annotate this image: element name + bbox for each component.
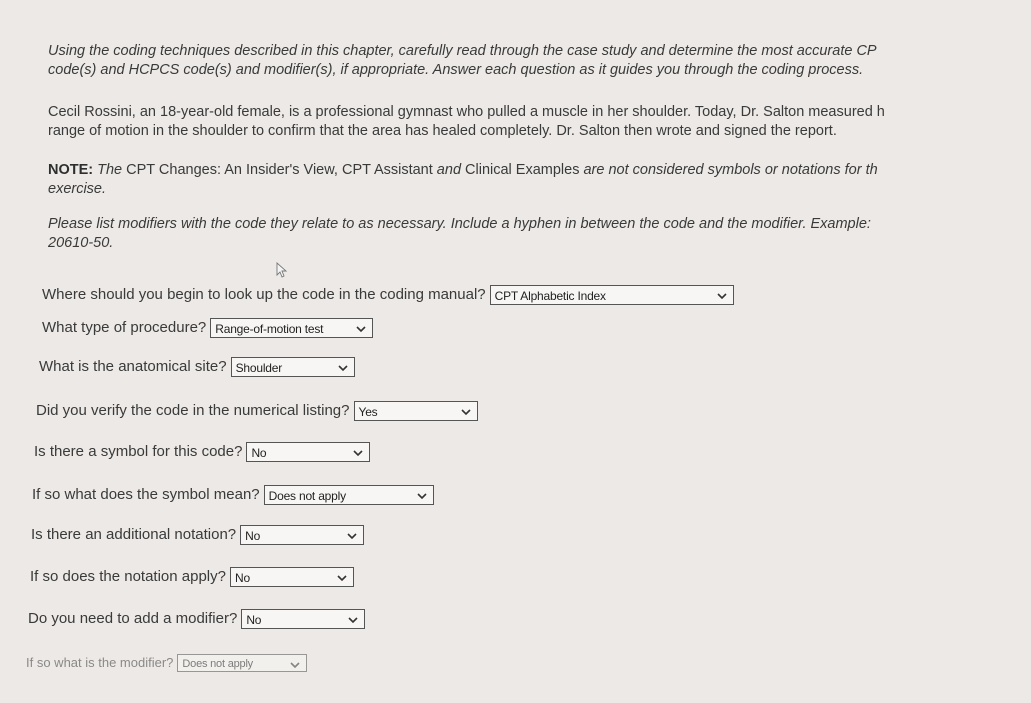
chevron-down-icon [290,655,302,675]
mouse-pointer-icon [276,262,288,278]
question-row [34,441,370,463]
chevron-down-icon [717,286,729,306]
question-label: If so does the notation apply? [30,568,226,585]
answer-select[interactable] [490,285,734,305]
chevron-down-icon [353,443,365,463]
question-row [28,608,365,630]
answer-select[interactable] [230,567,354,587]
note-text-3: and [432,162,466,178]
select-value: Yes [358,405,378,419]
question-label: What type of procedure? [42,319,207,336]
case-line-1: Cecil Rossini, an 18-year-old female, is a professional gymnast who pulled a muscle in her shoulder. Today, Dr. Salton measured h [48,104,885,120]
question-row [42,284,734,306]
select-value: No [234,571,250,585]
select-value: No [245,529,261,543]
question-label: What is the anatomical site? [39,358,227,375]
question-label: Is there an additional notation? [31,526,237,543]
question-row [39,356,355,378]
case-line-2: range of motion in the shoulder to confirm that the area has healed completely. Dr. Salton then wrote and signed the report. [48,123,837,139]
note-line-2: exercise. [48,181,107,197]
intro-line-1: Using the coding techniques described in this chapter, carefully read through the case study and determine the most accurate CP [48,43,877,59]
question-label: Do you need to add a modifier? [28,610,238,627]
note-text-2: CPT Changes: An Insider's View, CPT Assistant [126,162,433,178]
question-label: If so what is the modifier? [26,655,174,670]
question-label: Is there a symbol for this code? [34,443,243,460]
answer-select[interactable] [354,401,478,421]
question-row [26,652,307,674]
select-value: CPT Alphabetic Index [494,289,606,303]
question-row [30,566,354,588]
chevron-down-icon [347,526,359,546]
chevron-down-icon [461,402,473,422]
question-row [31,524,364,546]
note-label: NOTE: [48,162,94,178]
intro-line-2: code(s) and HCPCS code(s) and modifier(s), if appropriate. Answer each question as it guides you through the coding process. [48,62,864,78]
select-value: Shoulder [235,361,283,375]
select-value: No [251,446,267,460]
question-label: If so what does the symbol mean? [32,486,260,503]
select-value: No [246,613,262,627]
answer-select[interactable] [177,654,307,672]
answer-select[interactable] [246,442,370,462]
intro-paragraph [48,42,1031,80]
chevron-down-icon [417,486,429,506]
case-paragraph [48,103,1031,141]
instruction-line-2: 20610-50. [48,235,114,251]
instruction-line-1: Please list modifiers with the code they relate to as necessary. Include a hyphen in between the code and the modifier. Example: [48,216,871,232]
chevron-down-icon [348,610,360,630]
question-row [36,400,478,422]
chevron-down-icon [338,358,350,378]
question-row [42,317,373,339]
answer-select[interactable] [264,485,434,505]
instruction-paragraph [48,215,1031,253]
question-label: Did you verify the code in the numerical listing? [36,402,350,419]
note-line-1 [48,161,1031,180]
answer-select[interactable] [210,318,373,338]
select-value: Range-of-motion test [215,322,324,336]
note-paragraph [48,161,1031,199]
note-text-4: Clinical Examples [465,162,580,178]
select-value: Does not apply [182,658,253,670]
answer-select[interactable] [241,609,365,629]
question-label: Where should you begin to look up the code in the coding manual? [42,286,486,303]
note-text-1: The [93,162,127,178]
answer-select[interactable] [240,525,364,545]
answer-select[interactable] [231,357,355,377]
question-row [32,484,434,506]
note-text-5: are not considered symbols or notations for th [579,162,878,178]
chevron-down-icon [356,319,368,339]
select-value: Does not apply [268,489,346,503]
chevron-down-icon [337,568,349,588]
